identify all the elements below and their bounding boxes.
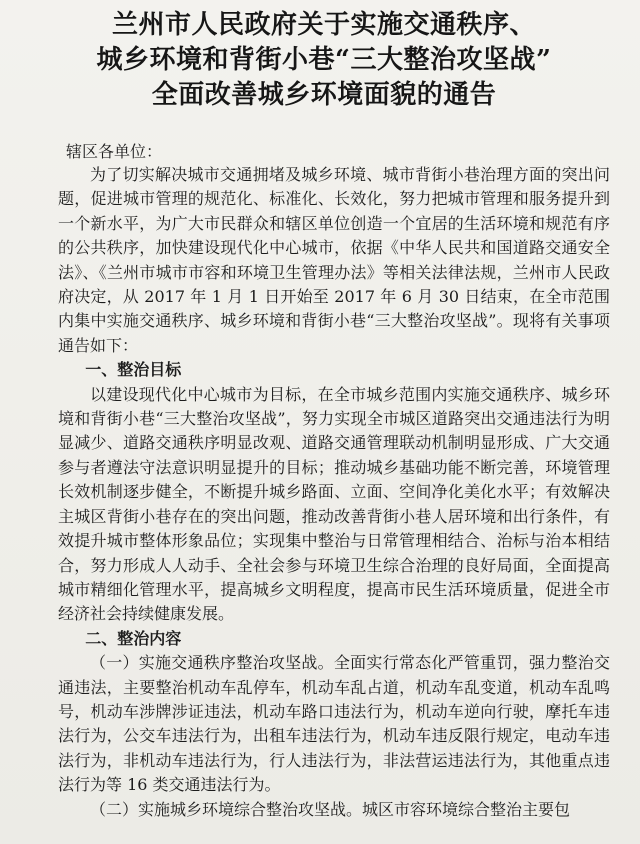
title-line-3: 全面改善城乡环境面貌的通告 (151, 80, 497, 110)
salutation: 辖区各单位： (66, 142, 163, 161)
notice-body (58, 141, 610, 822)
section-1-heading: 一、整治目标 (85, 360, 182, 380)
section-2-item-2: （二）实施城乡环境综合整治攻坚战。城区市容环境综合整治主要包 (90, 799, 571, 819)
section-2-heading: 二、整治内容 (85, 628, 182, 648)
section-2-item-1: （一）实施交通秩序整治攻坚战。全面实行常态化严管重罚，强力整治交通违法，主要整治机动车乱停车，机动车乱占道，机动车乱变道，机动车乱鸣号，机动车涉牌涉证违法，机动车路口违法行为，机动车逆向行驶，摩托车违法行为，公交车违法行为，出租车违法行为，机动车违反限行规定，电动车违法行为，非机动车违法行为，行人违法行为，非法营运违法行为，其他重点违法行为等 16 类交通违法行为。 (58, 653, 610, 795)
notice-title (38, 8, 610, 113)
title-line-1: 兰州市人民政府关于实施交通秩序、 (111, 10, 536, 40)
section-1-paragraph: 以建设现代化中心城市为目标，在全市城乡范围内实施交通秩序、城乡环境和背街小巷“三大整治攻坚战”，努力实现全市城区道路突出交通违法行为明显减少、道路交通秩序明显改观、道路交通管理联动机制明显形成、广大交通参与者遵法守法意识明显提升的目标；推动城乡基础功能不断完善，环境管理长效机制逐步健全，不断提升城乡路面、立面、空间净化美化水平；有效解决主城区背街小巷存在的突出问题，推动改善背街小巷人居环境和出行条件，有效提升城市整体形象品位；实现集中整治与日常管理相结合、治标与治本相结合，努力形成人人动手、全社会参与环境卫生综合治理的良好局面，全面提高城市精细化管理水平，提高城乡文明程度，提高市民生活环境质量，促进全市经济社会持续健康发展。 (58, 384, 610, 624)
title-heading (38, 8, 610, 113)
intro-paragraph: 为了切实解决城市交通拥堵及城乡环境、城市背街小巷治理方面的突出问题，促进城市管理的规范化、标准化、长效化，努力把城市管理和服务提升到一个新水平，为广大市民群众和辖区单位创造一个宜居的生活环境和规范有序的公共秩序，加快建设现代化中心城市，依据《中华人民共和国道路交通安全法》、《兰州市城市市容和环境卫生管理办法》等相关法律法规，兰州市人民政府决定，从 2017 年 1 月 1 日开始至 2017 年 6 月 30 日结束，在全市范围内集中实施交通秩序、城乡环境和背街小巷“三大整治攻坚战”。现将有关事项通告如下： (58, 165, 610, 355)
title-line-2: 城乡环境和背街小巷“三大整治攻坚战” (96, 45, 552, 75)
